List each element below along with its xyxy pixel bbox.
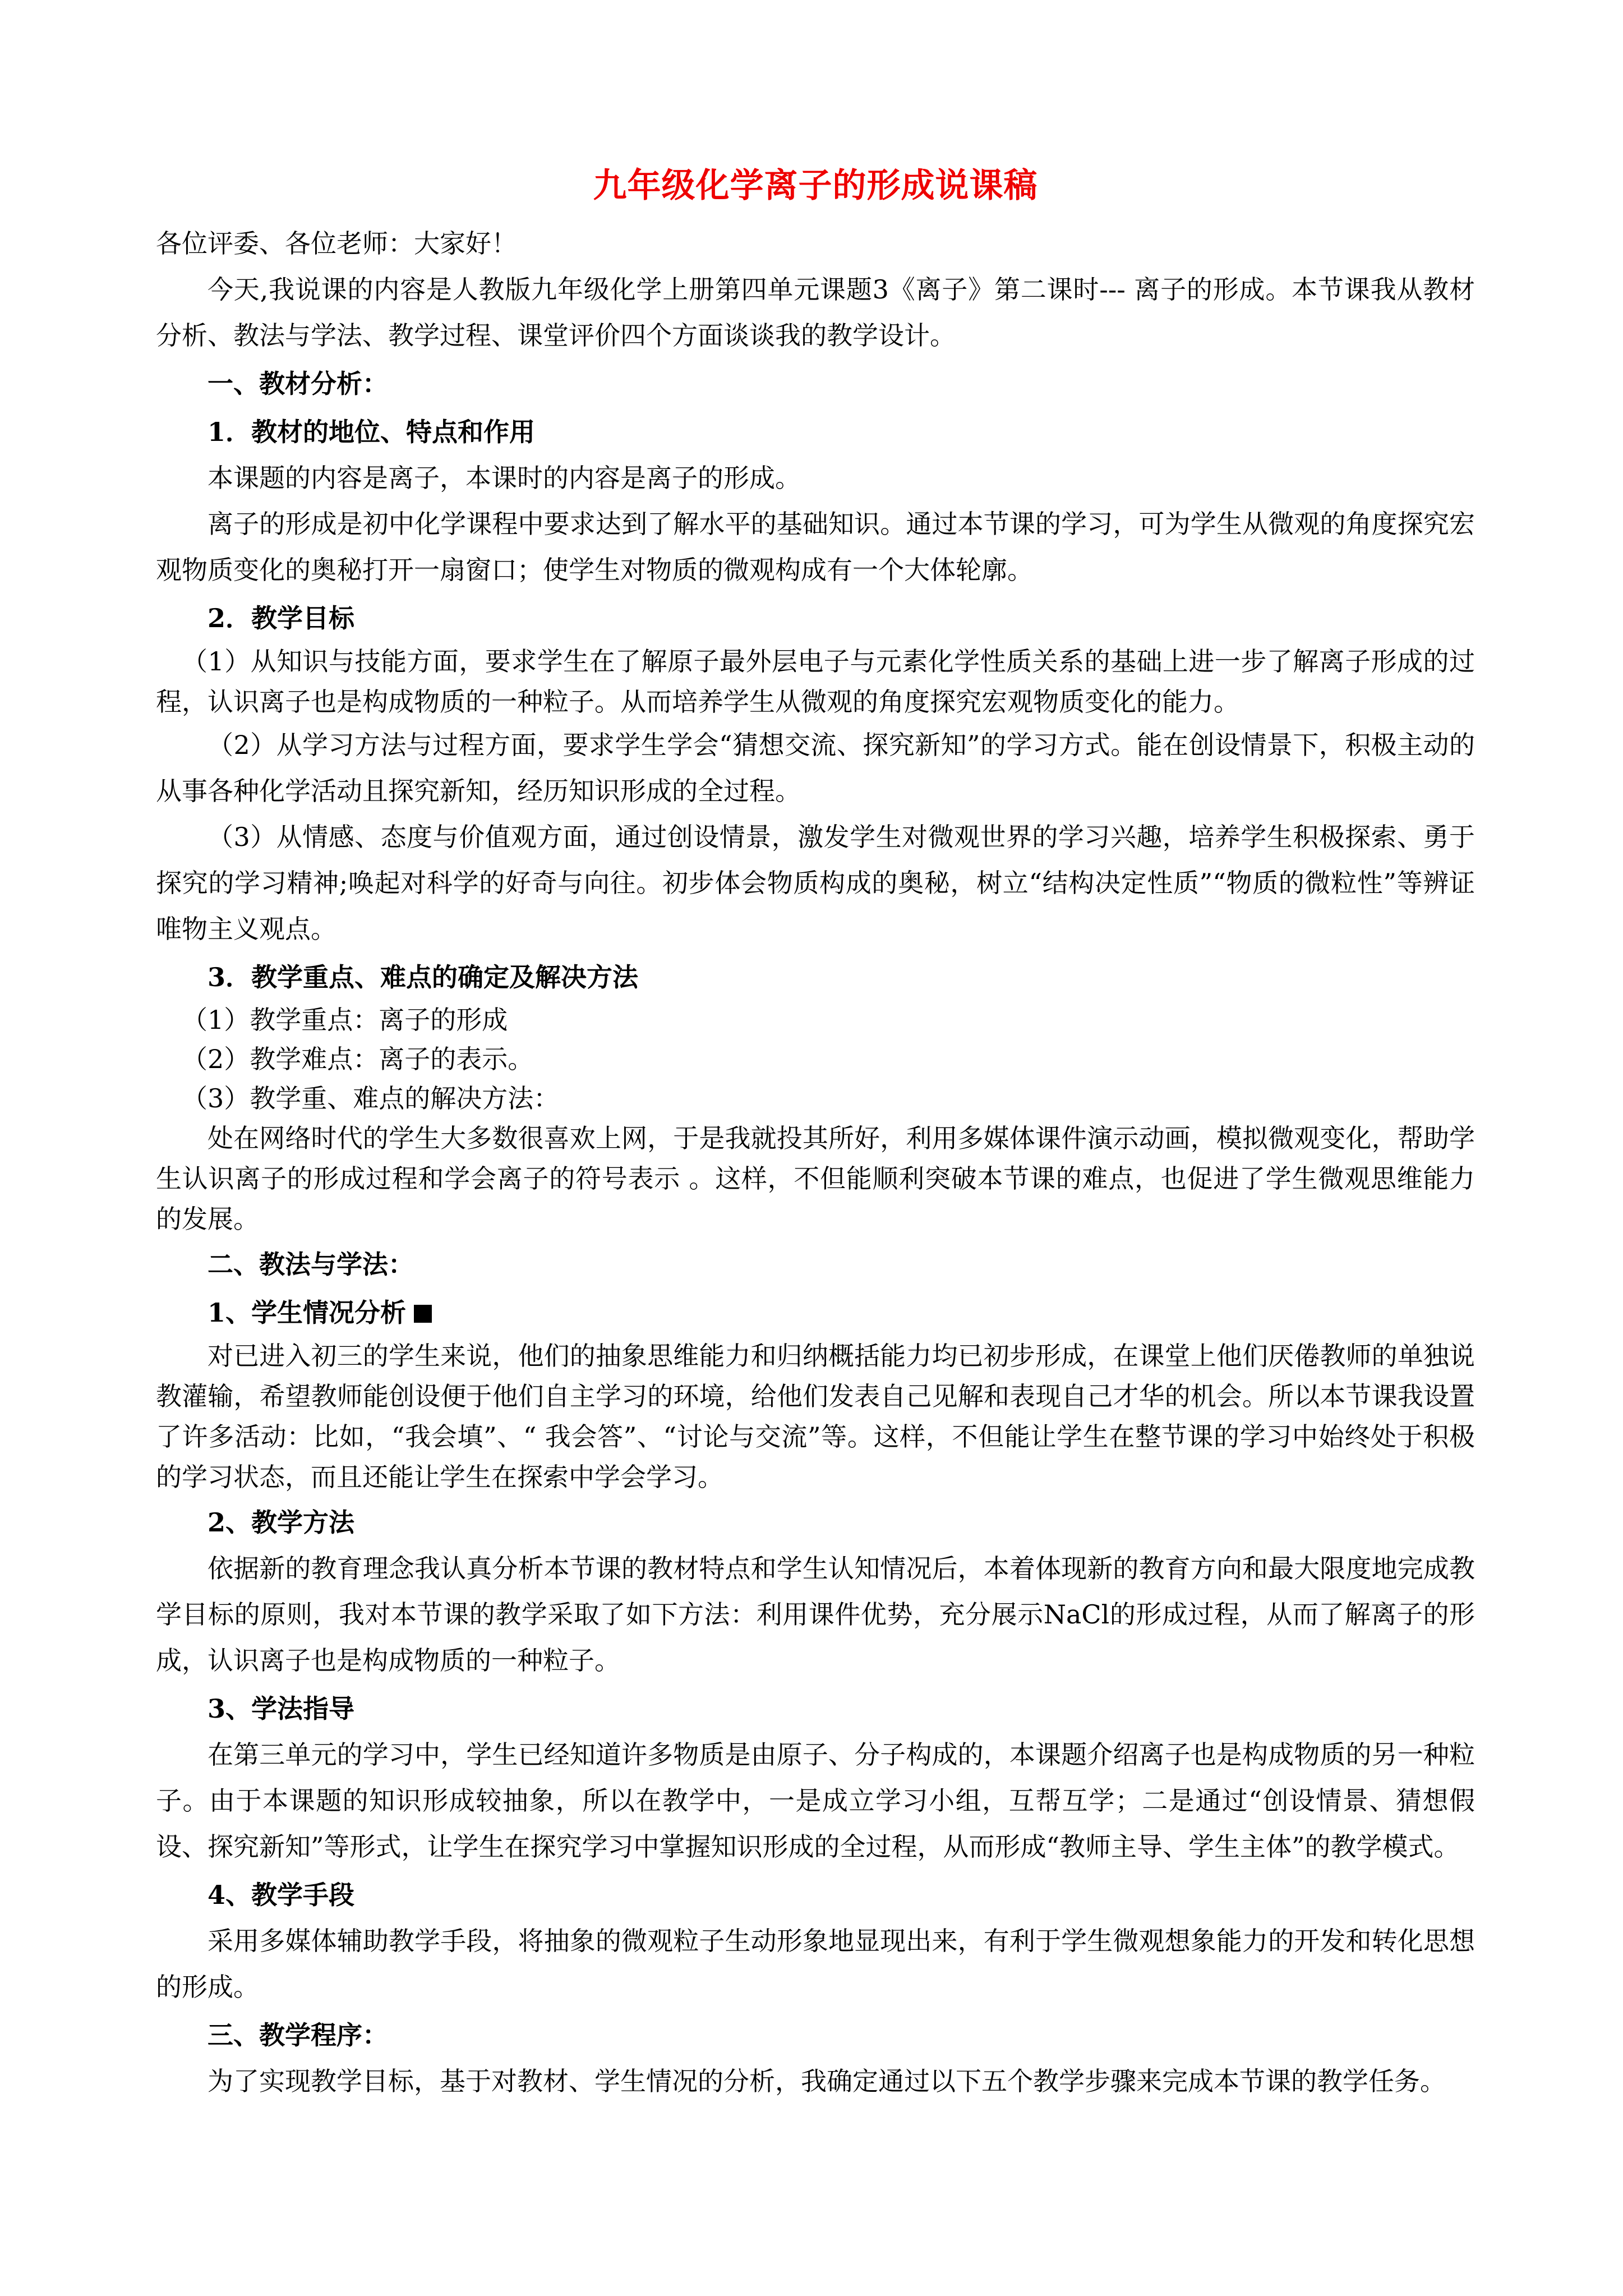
paragraph: （1）从知识与技能方面，要求学生在了解原子最外层电子与元素化学性质关系的基础上进一步了解离子形成的过程，认识离子也是构成物质的一种粒子。从而培养学生从微观的角度探究宏观物质变化的能力。 (156, 646, 1475, 717)
section-heading-2: 二、教法与学法： (208, 1249, 414, 1280)
black-square-icon (414, 1305, 432, 1323)
subsection-heading-2-4: 4、教学手段 (208, 1880, 355, 1910)
paragraph: （2）从学习方法与过程方面，要求学生学会“猜想交流、探究新知”的学习方式。能在创设情景下，积极主动的从事各种化学活动且探究新知，经历知识形成的全过程。 (156, 730, 1475, 806)
document-title: 九年级化学离子的形成说课稿 (593, 166, 1038, 205)
paragraph: 本课题的内容是离子，本课时的内容是离子的形成。 (208, 463, 801, 493)
paragraph: 处在网络时代的学生大多数很喜欢上网，于是我就投其所好，利用多媒体课件演示动画，模拟微观变化，帮助学生认识离子的形成过程和学会离子的符号表示 。这样，不但能顺利突破本节课的难点，也促进了学生微观思维能力的发展。 (156, 1123, 1475, 1234)
paragraph: 为了实现教学目标，基于对教材、学生情况的分析，我确定通过以下五个教学步骤来完成本节课的教学任务。 (208, 2066, 1446, 2096)
greeting: 各位评委、各位老师：大家好！ (156, 228, 517, 259)
subsection-heading-1-3: 3．教学重点、难点的确定及解决方法 (208, 962, 639, 992)
section-heading-1: 一、教材分析： (208, 369, 388, 399)
subsection-heading-text: 1、学生情况分析 (208, 1297, 407, 1328)
paragraph: （3）教学重、难点的解决方法： (182, 1083, 560, 1114)
subsection-heading-2-2: 2、教学方法 (208, 1507, 355, 1538)
paragraph: 在第三单元的学习中，学生已经知道许多物质是由原子、分子构成的，本课题介绍离子也是构成物质的另一种粒子。由于本课题的知识形成较抽象，所以在教学中，一是成立学习小组，互帮互学；二是通过“创设情景、猜想假设、探究新知”等形式，让学生在探究学习中掌握知识形成的全过程，从而形成“教师主导、学生主体”的教学模式。 (156, 1740, 1475, 1862)
paragraph: （3）从情感、态度与价值观方面，通过创设情景，激发学生对微观世界的学习兴趣，培养学生积极探索、勇于探究的学习精神;唤起对科学的好奇与向往。初步体会物质构成的奥秘，树立“结构决定性质”“物质的微粒性”等辨证唯物主义观点。 (156, 822, 1475, 944)
subsection-heading-1-2: 2．教学目标 (208, 603, 355, 633)
section-heading-3: 三、教学程序： (208, 2020, 388, 2050)
paragraph: 依据新的教育理念我认真分析本节课的教材特点和学生认知情况后，本着体现新的教育方向和最大限度地完成教学目标的原则，我对本节课的教学采取了如下方法：利用课件优势，充分展示NaCl的形成过程，从而了解离子的形成，认识离子也是构成物质的一种粒子。 (156, 1553, 1475, 1676)
subsection-heading-2-1 (156, 1290, 1475, 1336)
paragraph: 对已进入初三的学生来说，他们的抽象思维能力和归纳概括能力均已初步形成，在课堂上他们厌倦教师的单独说教灌输，希望教师能创设便于他们自主学习的环境，给他们发表自己见解和表现自己才华的机会。所以本节课我设置了许多活动：比如，“我会填”、“ 我会答”、“讨论与交流”等。这样，不但能让学生在整节课的学习中始终处于积极的学习状态，而且还能让学生在探索中学会学习。 (156, 1341, 1475, 1492)
subsection-heading-1-1: 1．教材的地位、特点和作用 (208, 417, 536, 447)
document-body (156, 220, 1475, 2104)
paragraph: 采用多媒体辅助教学手段，将抽象的微观粒子生动形象地显现出来，有利于学生微观想象能力的开发和转化思想的形成。 (156, 1926, 1475, 2002)
intro-paragraph: 今天,我说课的内容是人教版九年级化学上册第四单元课题3《离子》第二课时--- 离子的形成。本节课我从教材分析、教法与学法、教学过程、课堂评价四个方面谈谈我的教学设计。 (156, 274, 1475, 351)
subsection-heading-2-3: 3、学法指导 (208, 1694, 355, 1724)
paragraph: （1）教学重点：离子的形成 (182, 1005, 508, 1035)
document-page (156, 0, 1475, 2296)
paragraph: （2）教学难点：离子的表示。 (182, 1044, 534, 1074)
paragraph: 离子的形成是初中化学课程中要求达到了解水平的基础知识。通过本节课的学习，可为学生从微观的角度探究宏观物质变化的奥秘打开一扇窗口；使学生对物质的微观构成有一个大体轮廓。 (156, 509, 1475, 585)
